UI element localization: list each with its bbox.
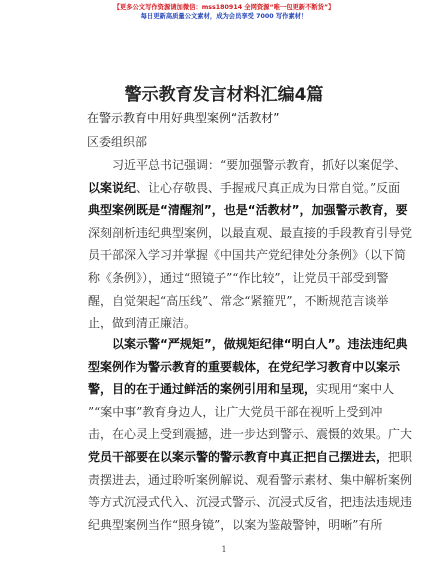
text-line bbox=[88, 356, 401, 379]
bold-text: 典型案例既是“清醒剂”，也是“活教材”， bbox=[88, 203, 312, 218]
document-subtitle: 在警示教育中用好典型案例“活教材” bbox=[87, 111, 280, 125]
text: 纪典型案例当作“照身镜”，以案为鉴敲警钟，明晰”有所 bbox=[88, 517, 383, 532]
promo-banner bbox=[0, 3, 448, 21]
text: 深刻剖析违纪典型案例，以最直观、最直接的手段教育引导党 bbox=[88, 225, 413, 240]
text: 止，做到清正廉洁。 bbox=[88, 316, 197, 331]
text-line bbox=[88, 244, 407, 267]
text-line bbox=[88, 491, 413, 514]
bold-text: 警，目的在于通过鲜活的案例引用和呈现， bbox=[88, 382, 317, 397]
text-line bbox=[88, 423, 413, 446]
text-line bbox=[88, 378, 395, 401]
text-line bbox=[88, 469, 413, 492]
promo-line-2: 每日更新高质量公文素材，成为会员享受 7000 写作素材！ bbox=[140, 13, 308, 20]
text: 把职 bbox=[388, 449, 413, 464]
document-title: 警示教育发言材料汇编4篇 bbox=[124, 85, 324, 105]
text-line bbox=[88, 154, 407, 177]
text: 称《条例》），通过“照镜子”“作比较”，让党员干部受到警 bbox=[88, 270, 389, 285]
text-line bbox=[88, 290, 389, 313]
bold-text: 党员干部要在以案示警的警示教育中真正把自己摆进去， bbox=[88, 449, 389, 464]
page-number: 1 bbox=[221, 545, 227, 554]
text: 等方式沉浸式代入、沉浸式警示、沉浸式反省，把违法违规违 bbox=[88, 495, 413, 510]
promo-line-1: 【更多公文写作资源请加微信：mss180914 全网资源“唯一包更新不断货”】 bbox=[113, 4, 335, 11]
text-line bbox=[88, 312, 358, 335]
text: ”“案中事”教育身边人，让广大党员干部在视听上受到冲 bbox=[88, 404, 383, 419]
text-line bbox=[88, 177, 401, 200]
text-line bbox=[88, 514, 383, 537]
text-line bbox=[88, 222, 413, 245]
text-line bbox=[88, 333, 408, 356]
text: 责摆进去，通过聆听案例解说、观看警示素材、集中解析案例 bbox=[88, 472, 413, 487]
paragraph-1 bbox=[88, 154, 413, 335]
text-line bbox=[88, 401, 383, 424]
text: 、让心存敬畏、手握戒尺真正成为日常自觉。”反面 bbox=[136, 180, 401, 195]
text: 加强警示教育，要 bbox=[311, 203, 408, 218]
text: 型案例作为警示教育的重要载体，在党纪学习教育中以案示 bbox=[88, 359, 401, 374]
text: 习近平总书记强调：“要加强警示教育，抓好以案促学、 bbox=[112, 158, 407, 172]
text-line bbox=[88, 267, 389, 290]
text: 以案示警“严规矩”，做规矩纪律“明白人”。违法违纪典 bbox=[112, 337, 408, 351]
text: 醒，自觉架起“高压线”、常念“紧箍咒”，不断规范言谈举 bbox=[88, 293, 389, 308]
text-line bbox=[88, 199, 408, 222]
author-org: 区委组织部 bbox=[87, 135, 148, 149]
text: 实现用“案中人 bbox=[316, 382, 395, 397]
text-line bbox=[88, 446, 413, 469]
text: 员干部深入学习并掌握《中国共产党纪律处分条例》（以下简 bbox=[88, 248, 407, 263]
paragraph-2 bbox=[88, 333, 413, 536]
bold-text: 以案说纪 bbox=[88, 180, 137, 195]
text: 击，在心灵上受到震撼，进一步达到警示、震慑的效果。广大 bbox=[88, 427, 413, 442]
